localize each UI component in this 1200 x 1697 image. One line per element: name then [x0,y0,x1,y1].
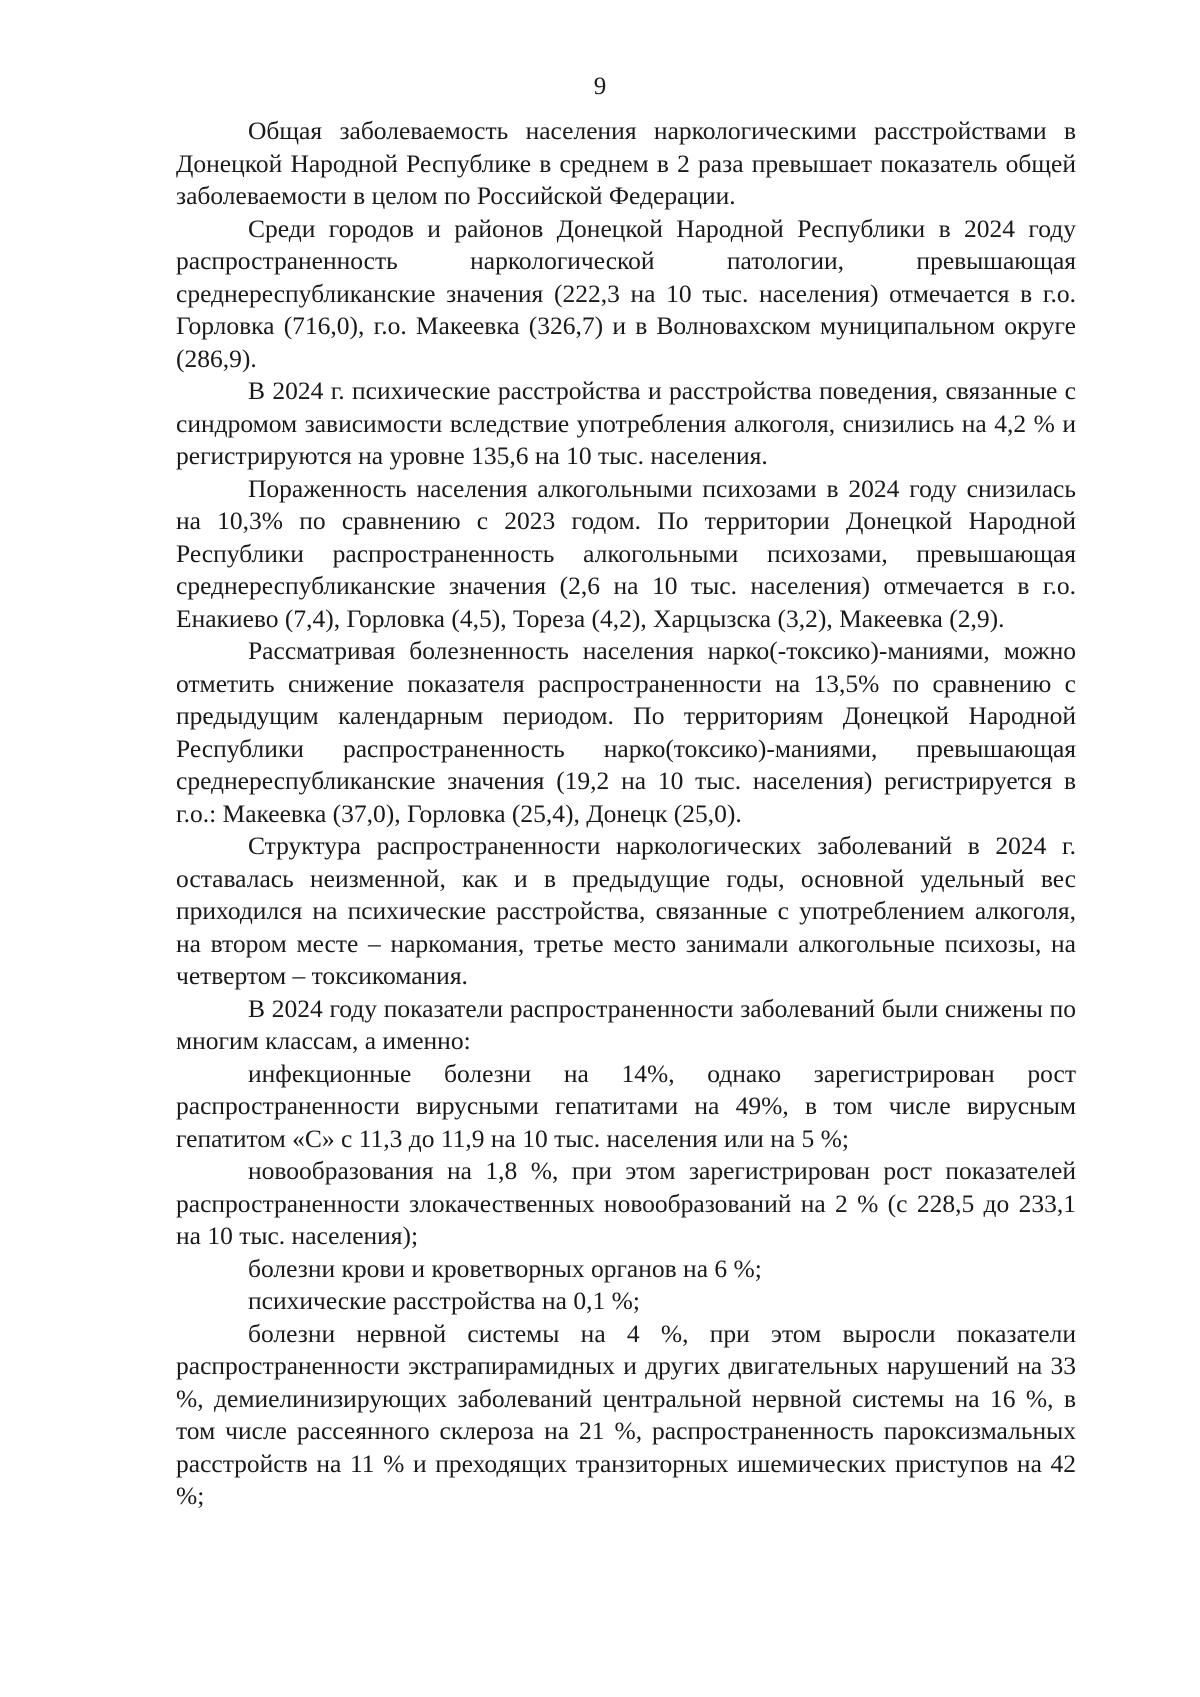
paragraph: В 2024 г. психические расстройства и расстройства поведения, связанные с синдромом зависимости вследствие употребления алкоголя, снизились на 4,2 % и регистрируются на уровне 135,6 на 10 тыс. населения. [176,376,1076,470]
list-item: психические расстройства на 0,1 %; [248,1286,640,1315]
document-body [176,115,1076,1513]
paragraph: Структура распространенности наркологических заболеваний в 2024 г. оставалась неизменной, как и в предыдущие годы, основной удельный вес приходился на психические расстройства, связанные с употреблением алкоголя, на втором месте – наркомания, третье место занимали алкогольные психозы, на четвертом – токсикомания. [176,831,1076,990]
list-item: болезни нервной системы на 4 %, при этом выросли показатели распространенности экстрапирамидных и других двигательных нарушений на 33 %, демиелинизирующих заболеваний центральной нервной системы на 16 %, в том числе рассеянного склероза на 21 %, распространенность пароксизмальных расстройств на 11 % и преходящих транзиторных ишемических приступов на 42 %; [176,1318,1076,1510]
page-number: 9 [593,73,607,100]
paragraph: Общая заболеваемость населения наркологическими расстройствами в Донецкой Народной Республике в среднем в 2 раза превышает показатель общей заболеваемости в целом по Российской Федерации. [176,116,1076,210]
paragraph: Среди городов и районов Донецкой Народной Республики в 2024 году распространенность наркологической патологии, превышающая среднереспубликанские значения (222,3 на 10 тыс. населения) отмечается в г.о. Горловка (716,0), г.о. Макеевка (326,7) и в Волновахском муниципальном округе (286,9). [176,213,1076,373]
paragraph: В 2024 году показатели распространенности заболеваний были снижены по многим классам, а именно: [176,993,1076,1055]
paragraph: Пораженность населения алкогольными психозами в 2024 году снизилась на 10,3% по сравнению с 2023 годом. По территории Донецкой Народной Республики распространенность алкогольными психозами, превышающая среднереспубликанские значения (2,6 на 10 тыс. населения) отмечается в г.о. Енакиево (7,4), Горловка (4,5), Тореза (4,2), Харцызска (3,2), Макеевка (2,9). [176,473,1076,633]
paragraph: Рассматривая болезненность населения нарко(-токсико)-маниями, можно отметить снижение показателя распространенности на 13,5% по сравнению с предыдущим календарным периодом. По территориям Донецкой Народной Республики распространенность нарко(токсико)-маниями, превышающая среднереспубликанские значения (19,2 на 10 тыс. населения) регистрируется в г.о.: Макеевка (37,0), Горловка (25,4), Донецк (25,0). [176,636,1076,828]
list-item: инфекционные болезни на 14%, однако зарегистрирован рост распространенности вирусными гепатитами на 49%, в том числе вирусным гепатитом «С» с 11,3 до 11,9 на 10 тыс. населения или на 5 %; [176,1058,1076,1153]
list-item: болезни крови и кроветворных органов на 6 %; [248,1253,762,1283]
list-item: новообразования на 1,8 %, при этом зарегистрирован рост показателей распространенности злокачественных новообразований на 2 % (с 228,5 до 233,1 на 10 тыс. населения); [176,1156,1076,1250]
